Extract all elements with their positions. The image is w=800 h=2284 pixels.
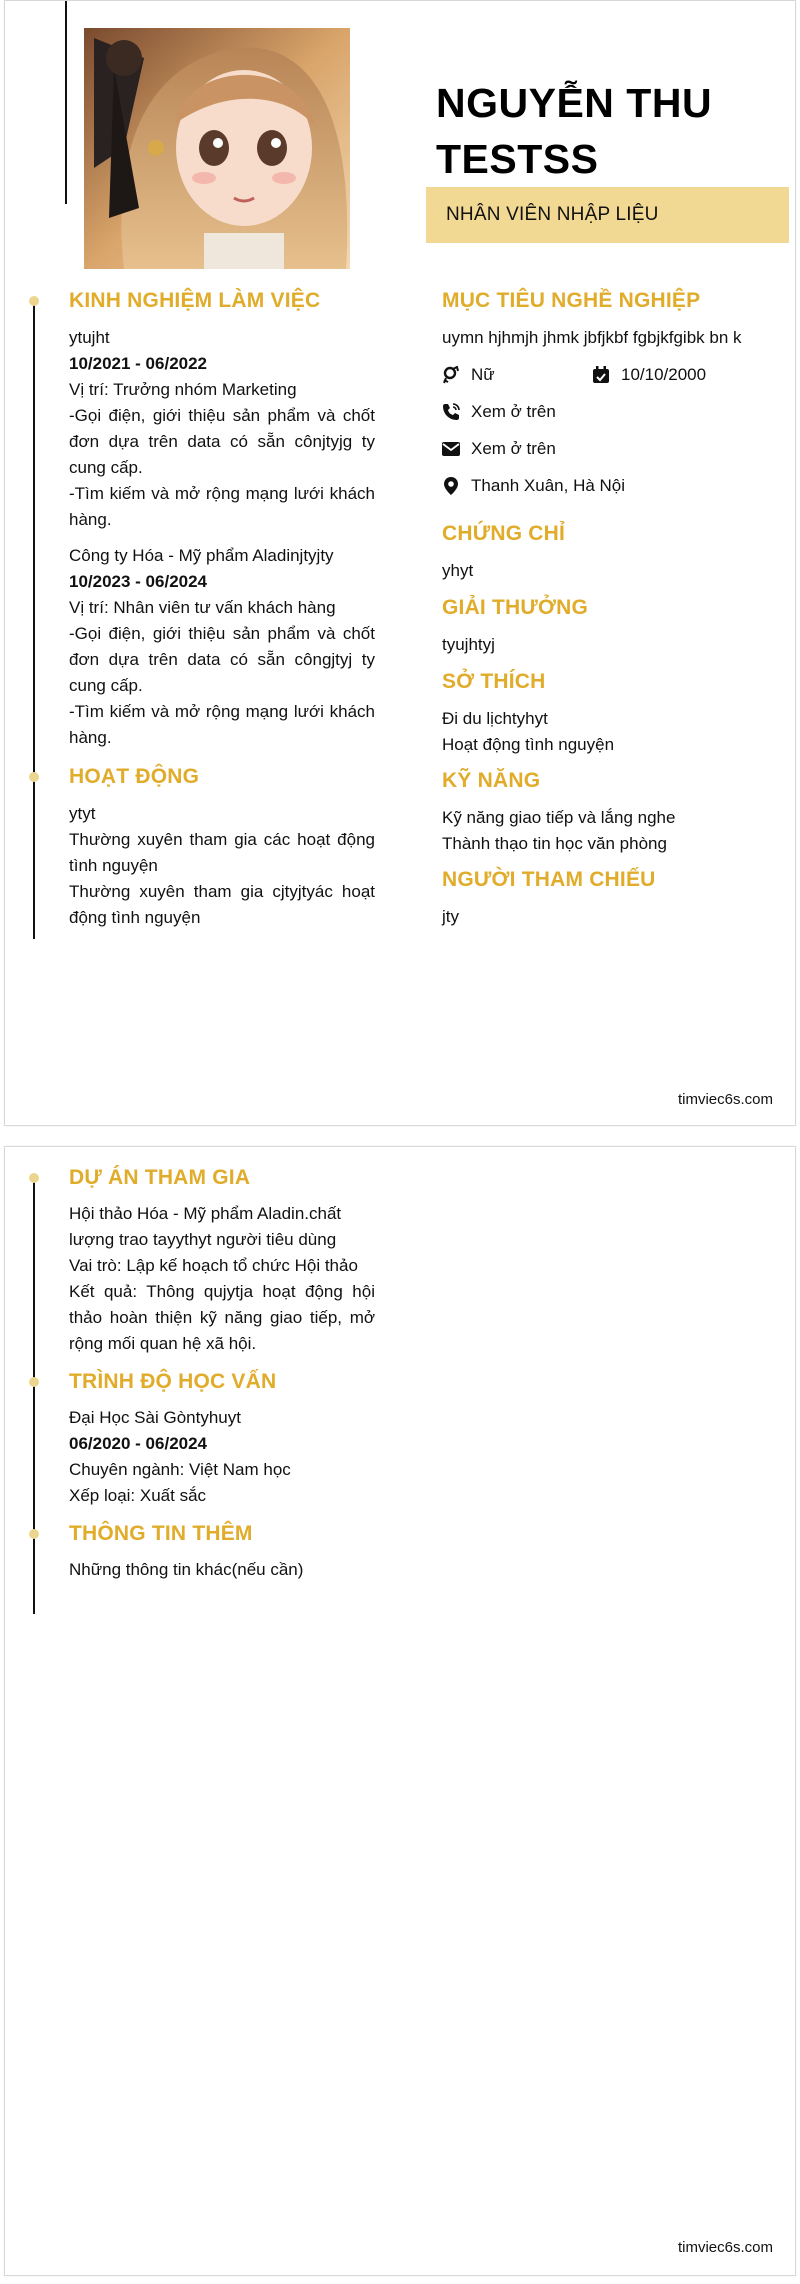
objective-text: uymn hjhmjh jhmk jbfjkbf fgbjkfgibk bn k: [442, 328, 742, 347]
timeline-line: [33, 297, 35, 939]
timeline-line: [33, 1177, 35, 1614]
certificates-text: yhyt: [442, 561, 474, 580]
footer-brand: timviec6s.com: [677, 2239, 773, 2256]
project-role: Vai trò: Lập kế hoạch tổ chức Hội thảo: [69, 1256, 358, 1275]
education-grade: Xếp loại: Xuất sắc: [69, 1486, 207, 1505]
candidate-name-line-2: TESTSS: [436, 136, 599, 182]
experience-period: 10/2021 - 06/2022: [69, 354, 208, 373]
experience-role: Vị trí: Trưởng nhóm Marketing: [69, 380, 297, 399]
section-title-education: TRÌNH ĐỘ HỌC VẤN: [69, 1370, 277, 1393]
header-divider-line: [65, 1, 67, 204]
hobbies-list: [442, 706, 782, 758]
timeline-dot-experience: [29, 296, 39, 306]
section-title-objective: MỤC TIÊU NGHỀ NGHIỆP: [442, 289, 701, 312]
skill-item: Kỹ năng giao tiếp và lắng nghe: [442, 808, 676, 827]
additional-text: Những thông tin khác(nếu cần): [69, 1560, 304, 1579]
envelope-icon: [442, 440, 460, 458]
gender-value: Nữ: [471, 365, 495, 384]
project-name: Hội thảo Hóa - Mỹ phẩm Aladin.chất lượng trao tayythyt người tiêu dùng: [69, 1204, 342, 1249]
experience-company: Công ty Hóa - Mỹ phẩm Aladinjtyjty: [69, 546, 334, 565]
section-title-projects: DỰ ÁN THAM GIA: [69, 1166, 251, 1189]
gender-icon: [442, 366, 460, 384]
gender-row: [442, 362, 582, 388]
education-list: [69, 1405, 375, 1509]
section-title-activities: HOẠT ĐỘNG: [69, 765, 200, 788]
activities-list: [69, 801, 375, 931]
education-period: 06/2020 - 06/2024: [69, 1434, 208, 1453]
projects-list: [69, 1201, 375, 1357]
project-result: Kết quả: Thông qujytja hoạt động hội thảo hoàn thiện kỹ năng giao tiếp, mở rộng mối quan hệ xã hội.: [69, 1282, 375, 1353]
timeline-dot-activities: [29, 772, 39, 782]
section-title-references: NGƯỜI THAM CHIẾU: [442, 868, 656, 891]
timeline-dot-projects: [29, 1173, 39, 1183]
candidate-name-line-1: NGUYỄN THU: [436, 80, 713, 126]
section-title-hobbies: SỞ THÍCH: [442, 670, 546, 693]
experience-desc: -Tìm kiếm và mở rộng mạng lưới khách hàng.: [69, 702, 375, 747]
job-title-box: [426, 187, 789, 243]
experience-desc: -Gọi điện, giới thiệu sản phẩm và chốt đơn dựa trên data có sẵn cônjtyjg ty cung cấp.: [69, 406, 375, 477]
cv-page-2: [4, 1146, 796, 2276]
skill-item: Thành thạo tin học văn phòng: [442, 834, 667, 853]
phone-value: Xem ở trên: [471, 402, 556, 421]
timeline-dot-education: [29, 1377, 39, 1387]
address-value: Thanh Xuân, Hà Nội: [471, 476, 626, 495]
candidate-name: [436, 75, 796, 187]
section-title-skills: KỸ NĂNG: [442, 769, 541, 792]
section-title-certificates: CHỨNG CHỈ: [442, 522, 566, 545]
experience-desc: -Gọi điện, giới thiệu sản phẩm và chốt đơn dựa trên data có sẵn côngjtyj ty cung cấp.: [69, 624, 375, 695]
activity-item: ytyt: [69, 804, 96, 823]
timeline-dot-additional: [29, 1529, 39, 1539]
footer-brand: timviec6s.com: [677, 1091, 773, 1108]
profile-photo: [84, 28, 350, 269]
activity-item: Thường xuyên tham gia cjtyjtyác hoạt động tình nguyện: [69, 882, 375, 927]
address-row: [442, 473, 682, 499]
experience-list: [69, 325, 375, 751]
education-school: Đại Học Sài Gòntyhuyt: [69, 1408, 241, 1427]
phone-icon: [442, 403, 460, 421]
hobby-item: Hoạt động tình nguyện: [442, 735, 615, 754]
hobby-item: Đi du lịchtyhyt: [442, 709, 548, 728]
job-title: NHÂN VIÊN NHẬP LIỆU: [446, 204, 659, 225]
section-title-additional: THÔNG TIN THÊM: [69, 1522, 253, 1545]
section-title-awards: GIẢI THƯỞNG: [442, 596, 589, 619]
education-major: Chuyên ngành: Việt Nam học: [69, 1460, 291, 1479]
experience-desc: -Tìm kiếm và mở rộng mạng lưới khách hàng.: [69, 484, 375, 529]
skills-list: [442, 805, 782, 857]
birthday-value: 10/10/2000: [621, 365, 707, 384]
email-value: Xem ở trên: [471, 439, 556, 458]
references-text: jty: [442, 907, 459, 926]
section-title-experience: KINH NGHIỆM LÀM VIỆC: [69, 289, 321, 312]
awards-text: tyujhtyj: [442, 635, 495, 654]
calendar-icon: [592, 366, 610, 384]
phone-row: [442, 399, 642, 425]
birthday-row: [592, 362, 762, 388]
activity-item: Thường xuyên tham gia các hoạt động tình nguyện: [69, 830, 375, 875]
cv-page-1: [4, 0, 796, 1126]
experience-role: Vị trí: Nhân viên tư vấn khách hàng: [69, 598, 336, 617]
location-pin-icon: [442, 477, 460, 495]
email-row: [442, 436, 642, 462]
experience-company: ytujht: [69, 328, 110, 347]
experience-period: 10/2023 - 06/2024: [69, 572, 208, 591]
